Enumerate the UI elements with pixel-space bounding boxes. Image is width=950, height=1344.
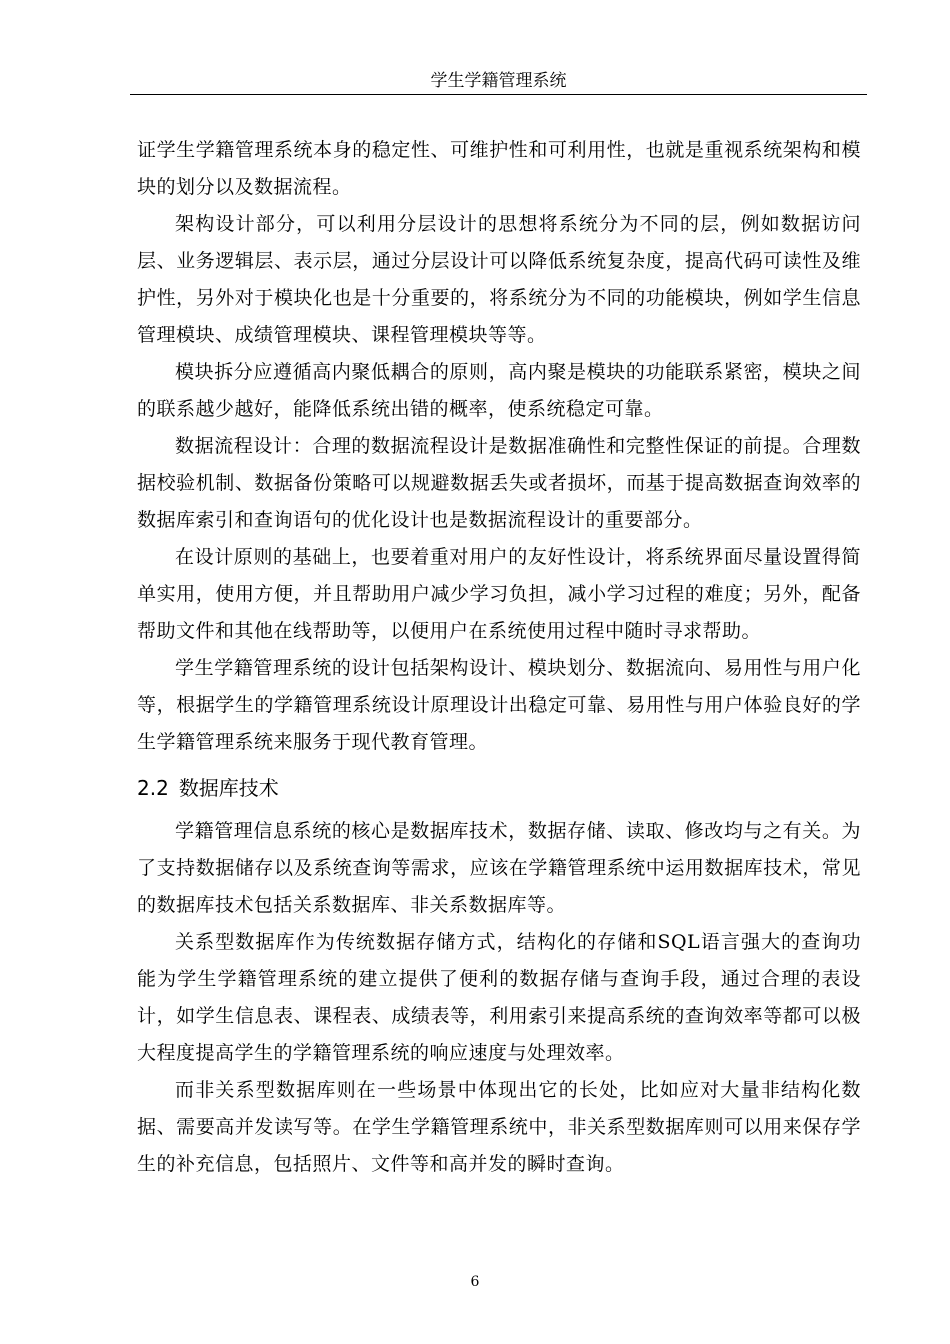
- paragraph-user-friendliness: 在设计原则的基础上，也要着重对用户的友好性设计，将系统界面尽量设置得简单实用，使用方便，并且帮助用户减少学习负担，减小学习过程的难度；另外，配备帮助文件和其他在线帮助等，以便用户在系统使用过程中随时寻求帮助。: [137, 546, 861, 642]
- paragraph-database-core: 学籍管理信息系统的核心是数据库技术，数据存储、读取、修改均与之有关。为了支持数据储存以及系统查询等需求，应该在学籍管理系统中运用数据库技术，常见的数据库技术包括关系数据库、非关系数据库等。: [137, 820, 861, 916]
- paragraph-design-summary: 学生学籍管理系统的设计包括架构设计、模块划分、数据流向、易用性与用户化等，根据学生的学籍管理系统设计原理设计出稳定可靠、易用性与用户体验良好的学生学籍管理系统来服务于现代教育管理。: [137, 657, 861, 753]
- section-title: 数据库技术: [178, 776, 279, 800]
- page-content: [137, 132, 861, 1183]
- header-title: 学生学籍管理系统: [430, 71, 567, 91]
- paragraph-data-flow: 数据流程设计：合理的数据流程设计是数据准确性和完整性保证的前提。合理数据校验机制、数据备份策略可以规避数据丢失或者损坏，而基于提高数据查询效率的数据库索引和查询语句的优化设计也是数据流程设计的重要部分。: [137, 435, 861, 531]
- paragraph-nonrelational-db: 而非关系型数据库则在一些场景中体现出它的长处，比如应对大量非结构化数据、需要高并发读写等。在学生学籍管理系统中，非关系型数据库则可以用来保存学生的补充信息，包括照片、文件等和高并发的瞬时查询。: [137, 1079, 861, 1175]
- paragraph-module-split: 模块拆分应遵循高内聚低耦合的原则，高内聚是模块的功能联系紧密，模块之间的联系越少越好，能降低系统出错的概率，使系统稳定可靠。: [137, 361, 861, 420]
- page-header: [130, 70, 867, 95]
- page-number: 6: [470, 1274, 480, 1290]
- paragraph-continued: 证学生学籍管理系统本身的稳定性、可维护性和可利用性，也就是重视系统架构和模块的划分以及数据流程。: [137, 139, 861, 198]
- section-heading: [137, 769, 861, 807]
- paragraph-relational-db: 关系型数据库作为传统数据存储方式，结构化的存储和SQL语言强大的查询功能为学生学籍管理系统的建立提供了便利的数据存储与查询手段，通过合理的表设计，如学生信息表、课程表、成绩表等，利用索引来提高系统的查询效率等都可以极大程度提高学生的学籍管理系统的响应速度与处理效率。: [137, 931, 861, 1064]
- section-number: 2.2: [137, 776, 169, 800]
- paragraph-architecture-design: 架构设计部分，可以利用分层设计的思想将系统分为不同的层，例如数据访问层、业务逻辑层、表示层，通过分层设计可以降低系统复杂度，提高代码可读性及维护性，另外对于模块化也是十分重要的，将系统分为不同的功能模块，例如学生信息管理模块、成绩管理模块、课程管理模块等等。: [137, 213, 861, 346]
